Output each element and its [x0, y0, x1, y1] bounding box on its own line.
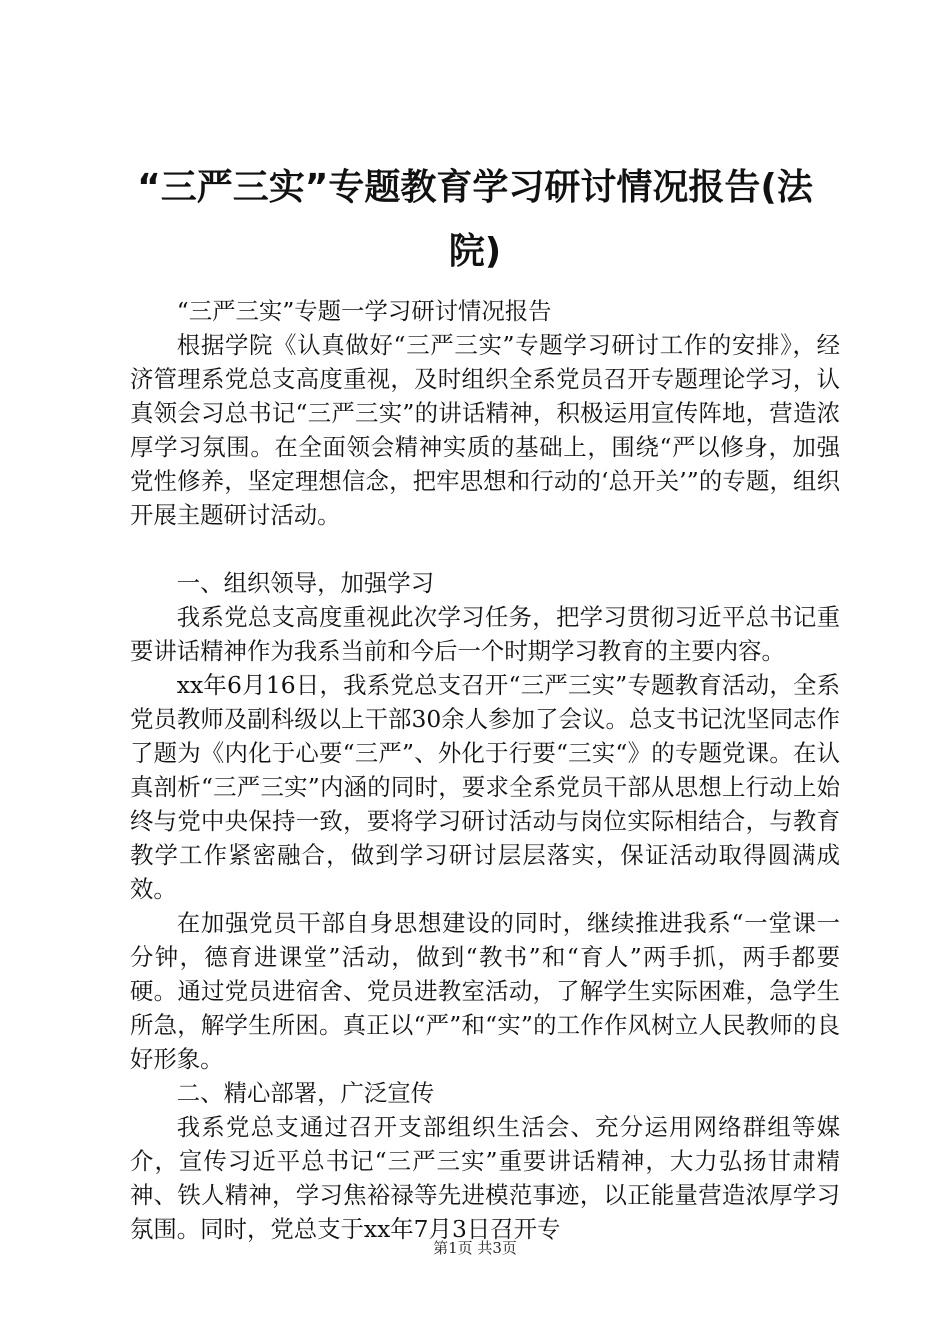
body-paragraph: 在加强党员干部自身思想建设的同时，继续推进我系“一堂课一分钟，德育进课堂”活动，做到“教书”和“育人”两手抓，两手都要硬。通过党员进宿舍、党员进教室活动，了解学生实际困难，急学生所急，解学生所困。真正以“严”和“实”的工作作风树立人民教师的良好形象。 [130, 909, 840, 1073]
document-body [130, 294, 840, 1246]
body-paragraph: 我系党总支通过召开支部组织生活会、充分运用网络群组等媒介，宣传习近平总书记“三严三实”重要讲话精神，大力弘扬甘肃精神、铁人精神，学习焦裕禄等先进模范事迹，以正能量营造浓厚学习氛围。同时，党总支于xx年7月3日召开专 [130, 1113, 840, 1243]
body-paragraph: 根据学院《认真做好“三严三实”专题学习研讨工作的安排》，经济管理系党总支高度重视，及时组织全系党员召开专题理论学习，认真领会习总书记“三严三实”的讲话精神，积极运用宣传阵地，营造浓厚学习氛围。在全面领会精神实质的基础上，围绕“严以修身，加强党性修养，坚定理想信念，把牢思想和行动的‘总开关’”的专题，组织开展主题研讨活动。 [130, 331, 840, 529]
body-paragraph: xx年6月16日，我系党总支召开“三严三实”专题教育活动，全系党员教师及副科级以上干部30余人参加了会议。总支书记沈坚同志作了题为《内化于心要“三严”、外化于行要“三实“》的专题党课。在认真剖析“三严三实”内涵的同时，要求全系党员干部从思想上行动上始终与党中央保持一致，要将学习研讨活动与岗位实际相结合，与教育教学工作紧密融合，做到学习研讨层层落实，保证活动取得圆满成效。 [130, 671, 840, 903]
report-subtitle: “三严三实”专题一学习研讨情况报告 [176, 297, 552, 325]
page-number: 第1页 共3页 [433, 1239, 517, 1257]
document-title: “三严三实”专题教育学习研讨情况报告(法院) [137, 167, 813, 272]
section-heading: 一、组织领导，加强学习 [176, 569, 435, 597]
body-paragraph: 我系党总支高度重视此次学习任务，把学习贯彻习近平总书记重要讲话精神作为我系当前和今后一个时期学习教育的主要内容。 [130, 603, 840, 665]
section-heading: 二、精心部署，广泛宣传 [176, 1079, 435, 1107]
